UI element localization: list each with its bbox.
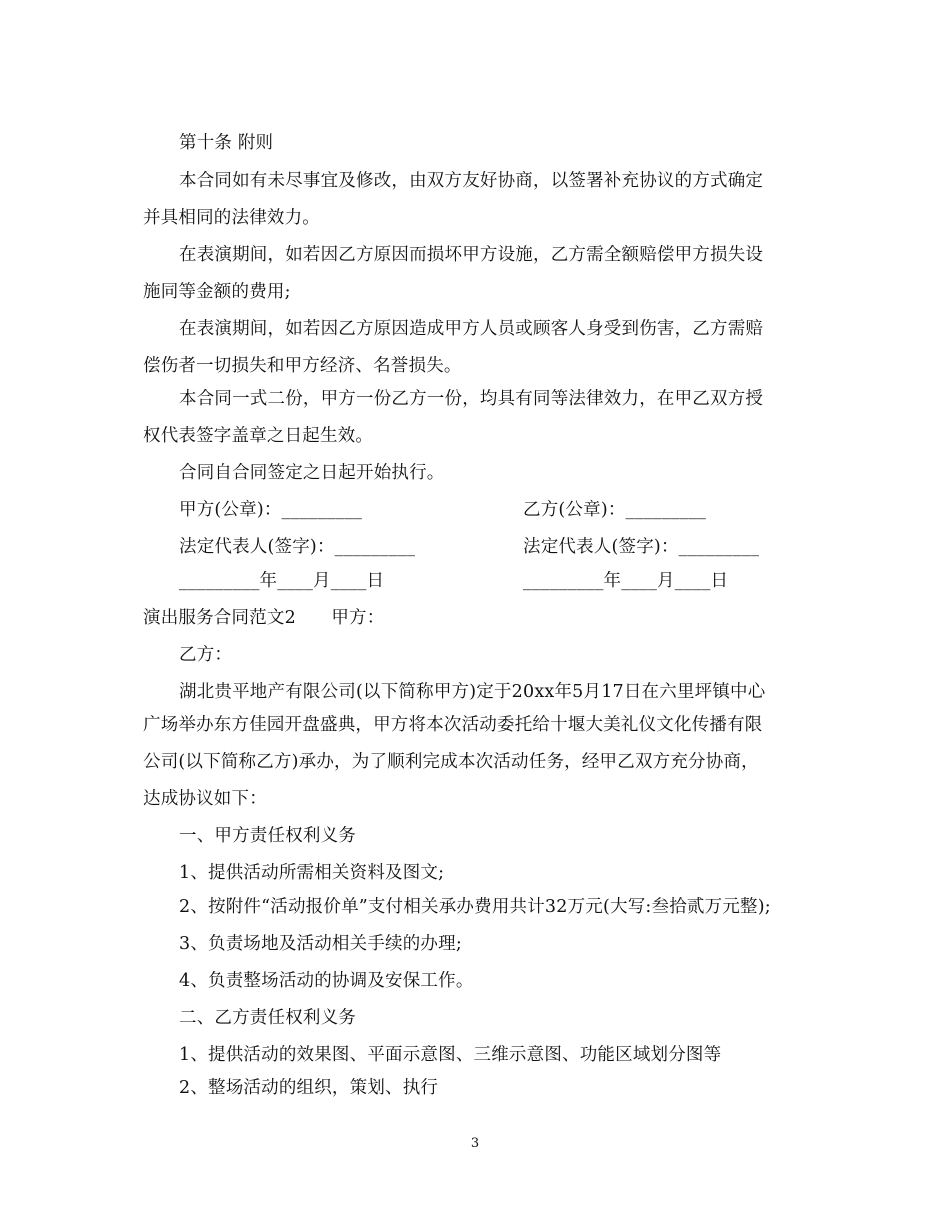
page-number: 3 (470, 1136, 480, 1151)
paragraph-line: 本合同如有未尽事宜及修改，由双方友好协商，以签署补充协议的方式确定 (179, 171, 764, 191)
paragraph-line: 公司(以下简称乙方)承办，为了顺利完成本次活动任务，经甲乙双方充分协商， (143, 752, 759, 772)
paragraph-line: 本合同一式二份，甲方一份乙方一份，均具有同等法律效力，在甲乙双方授 (179, 389, 764, 409)
list-item: 2、按附件“活动报价单”支付相关承办费用共计32万元(大写:叁拾贰万元整); (179, 897, 771, 917)
party-a-date-line: _________年____月____日 (179, 571, 385, 591)
paragraph-line: 在表演期间，如若因乙方原因造成甲方人员或顾客人身受到伤害，乙方需赔 (179, 319, 764, 339)
paragraph-line: 达成协议如下： (143, 789, 267, 809)
list-item: 1、提供活动的效果图、平面示意图、三维示意图、功能区域划分图等 (179, 1045, 722, 1065)
paragraph-line: 施同等金额的费用; (143, 282, 291, 302)
section-heading: 一、甲方责任权利义务 (179, 826, 356, 846)
paragraph-line: 在表演期间，如若因乙方原因而损坏甲方设施，乙方需全额赔偿甲方损失设 (179, 245, 764, 265)
section-heading: 二、乙方责任权利义务 (179, 1008, 356, 1028)
party-a-seal-line: 甲方(公章)：_________ (179, 500, 363, 520)
party-a-rep-line: 法定代表人(签字)：_________ (179, 537, 416, 557)
paragraph-line: 合同自合同签定之日起开始执行。 (179, 463, 445, 483)
paragraph-line: 权代表签字盖章之日起生效。 (143, 426, 374, 446)
paragraph-line: 广场举办东方佳园开盘盛典，甲方将本次活动委托给十堰大美礼仪文化传播有限 (143, 715, 763, 735)
paragraph-line: 偿伤者一切损失和甲方经济、名誉损失。 (143, 356, 462, 376)
paragraph-line: 湖北贵平地产有限公司(以下简称甲方)定于20xx年5月17日在六里坪镇中心 (179, 682, 766, 702)
list-item: 4、负责整场活动的协调及安保工作。 (179, 971, 474, 991)
list-item: 1、提供活动所需相关资料及图文; (179, 863, 445, 883)
paragraph-line: 并具相同的法律效力。 (143, 208, 320, 228)
list-item: 3、负责场地及活动相关手续的办理; (179, 934, 462, 954)
party-b-seal-line: 乙方(公章)：_________ (523, 500, 707, 520)
contract2-party-b: 乙方： (179, 645, 233, 665)
article-heading: 第十条 附则 (179, 133, 274, 153)
contract2-title-line: 演出服务合同范文2 甲方： (143, 608, 385, 628)
list-item: 2、整场活动的组织，策划、执行 (179, 1078, 439, 1098)
party-b-rep-line: 法定代表人(签字)：_________ (523, 537, 760, 557)
party-b-date-line: _________年____月____日 (523, 571, 729, 591)
